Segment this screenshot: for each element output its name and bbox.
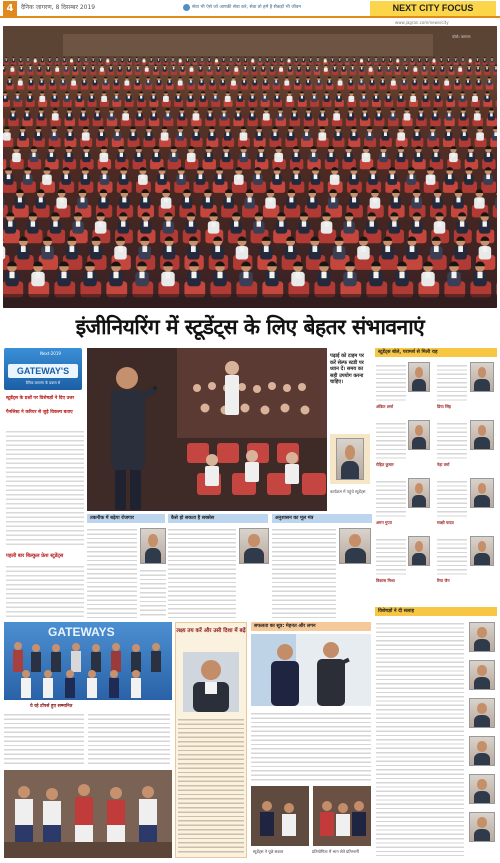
- chief-guest-title: लक्ष्य तय करें और उसी दिशा में बढ़ें: [176, 628, 246, 634]
- event-logo-sub: दैनिक जागरण के प्रयास से: [25, 381, 61, 385]
- expert-portrait-5: [469, 774, 495, 804]
- right-portrait-6: [470, 478, 494, 508]
- right-portrait-2: [470, 362, 494, 392]
- right-text-6: [437, 478, 467, 518]
- event-logo-top: Next-2019: [40, 351, 61, 356]
- right-text-5: [376, 478, 406, 518]
- left-section-head: पहली बार बिल्कुल फ्रेश स्टूडेंट्स: [6, 553, 64, 559]
- right-name-7: विकास मिश्रा: [376, 578, 395, 583]
- tagline-icon: [183, 4, 190, 11]
- right-portrait-3: [408, 420, 430, 450]
- right-portrait-1: [408, 362, 430, 392]
- expert-portrait-2: [469, 660, 495, 690]
- bullet-1: स्टूडेंट्स के प्रश्नों पर विशेषज्ञों ने दिए उत्तर: [6, 396, 75, 401]
- section-flag: NEXT CITY FOCUS: [370, 1, 496, 16]
- right-text-7: [376, 536, 406, 576]
- quote-portrait: [330, 434, 370, 484]
- masthead: दैनिक जागरण, 8 दिसम्बर 2019: [21, 4, 96, 11]
- bottom-article-text: [251, 710, 371, 782]
- right-section-title-2: विशेषज्ञों ने दी सलाह: [375, 607, 497, 616]
- expert-portrait-4: [469, 736, 495, 766]
- toppers-list-1: [4, 711, 84, 765]
- right-name-1: अंकित शर्मा: [376, 404, 393, 409]
- mid-text-1b: [140, 567, 166, 618]
- mid-section-title-1: तकनीक में बढ़ेगा रोजगार: [87, 514, 165, 523]
- right-text-8: [437, 536, 467, 576]
- quote-person-photo: [336, 438, 364, 480]
- mid-text-2: [168, 526, 236, 618]
- page-url: www.jagran.com/news/city: [395, 20, 449, 25]
- pull-quote: पढ़ाई को टाइम पर करें सेल्फ स्टडी पर ध्यान दें। समय का सही उपयोग करना चाहिए।: [330, 353, 364, 386]
- right-name-3: रोहित कुमार: [376, 462, 394, 467]
- right-portrait-5: [408, 478, 430, 508]
- group-photo-stage: [4, 622, 172, 700]
- students-photo: [4, 770, 172, 858]
- right-text-3: [376, 420, 406, 460]
- top-header-bar: [0, 0, 500, 18]
- left-body-text: [6, 428, 84, 548]
- right-text-1: [376, 362, 406, 402]
- mid-section-title-3: अनुशासन का मूल मंत्र: [272, 514, 372, 523]
- quote-caption: कार्यक्रम में पहुंचे स्टूडेंट्स: [330, 489, 366, 494]
- page-number: 4: [3, 1, 17, 16]
- mid-portrait-3: [339, 528, 371, 564]
- small-photo-1-illustration: [251, 786, 309, 846]
- right-portrait-4: [470, 420, 494, 450]
- left-body-text-2: [6, 563, 84, 618]
- right-name-5: अमन गुप्ता: [376, 520, 392, 525]
- right-portrait-7: [408, 536, 430, 566]
- bottom-caption-1: स्टूडेंट्स ने पूछे सवाल: [253, 849, 284, 854]
- hero-photo-auditorium: [3, 26, 497, 308]
- small-photo-1: [251, 786, 309, 846]
- mid-portrait-2: [239, 528, 269, 564]
- stage-discussion-photo: [251, 634, 371, 706]
- group-illustration: [4, 622, 172, 700]
- chief-guest-photo: [183, 652, 239, 712]
- event-logo-text: GATEWAY'S: [8, 364, 78, 378]
- right-name-8: रिया जैन: [437, 578, 450, 583]
- right-text-2: [437, 362, 467, 402]
- right-expert-text: [376, 620, 464, 856]
- main-headline: इंजीनियरिंग में स्टूडेंट्स के लिए बेहतर संभावनाएं: [75, 315, 425, 339]
- chief-guest-text: [178, 716, 244, 854]
- right-name-2: प्रिया सिंह: [437, 404, 451, 409]
- chief-guest-illustration: [183, 652, 239, 712]
- expert-portrait-3: [469, 698, 495, 728]
- right-section-title-1: स्टूडेंट्स बोले, परामर्श से मिली राह: [375, 348, 497, 357]
- mid-text-3: [272, 526, 336, 618]
- bottom-caption-2: प्रतियोगिता में भाग लेते प्रतिभागी: [312, 849, 359, 854]
- bullet-2: पैनलिस्ट ने करियर से जुड़े विकल्प बताए: [6, 410, 73, 415]
- right-name-6: साक्षी यादव: [437, 520, 454, 525]
- discussion-illustration: [251, 634, 371, 706]
- right-portrait-8: [470, 536, 494, 566]
- small-photo-2: [313, 786, 371, 846]
- right-text-4: [437, 420, 467, 460]
- stage-backdrop-text: GATEWAYS: [48, 625, 115, 639]
- photo-credit: फोटो: जागरण: [452, 35, 471, 39]
- toppers-list-2: [88, 711, 170, 765]
- small-photo-2-illustration: [313, 786, 371, 846]
- expert-portrait-1: [469, 622, 495, 652]
- speaker-illustration: [87, 348, 327, 511]
- group-caption: ये रहे टॉपर्स हुए सम्मानित: [30, 704, 73, 709]
- speaker-photo: [87, 348, 327, 511]
- bottom-section-title: सफलता का सूत्र: मेहनत और लगन: [251, 622, 371, 631]
- mid-section-title-2: कैसे हो सकता है सक्सेस: [168, 514, 268, 523]
- right-name-4: नेहा वर्मा: [437, 462, 450, 467]
- mid-text-1: [87, 526, 137, 618]
- auditorium-illustration: [3, 26, 497, 308]
- students-illustration: [4, 770, 172, 858]
- mid-portrait-1: [140, 528, 166, 564]
- tagline: सेवा भी ऐसे जो आपकी सेवा करे, सेवा तो हमें है सैकड़ों भी जीवन: [192, 5, 301, 10]
- expert-portrait-6: [469, 812, 495, 842]
